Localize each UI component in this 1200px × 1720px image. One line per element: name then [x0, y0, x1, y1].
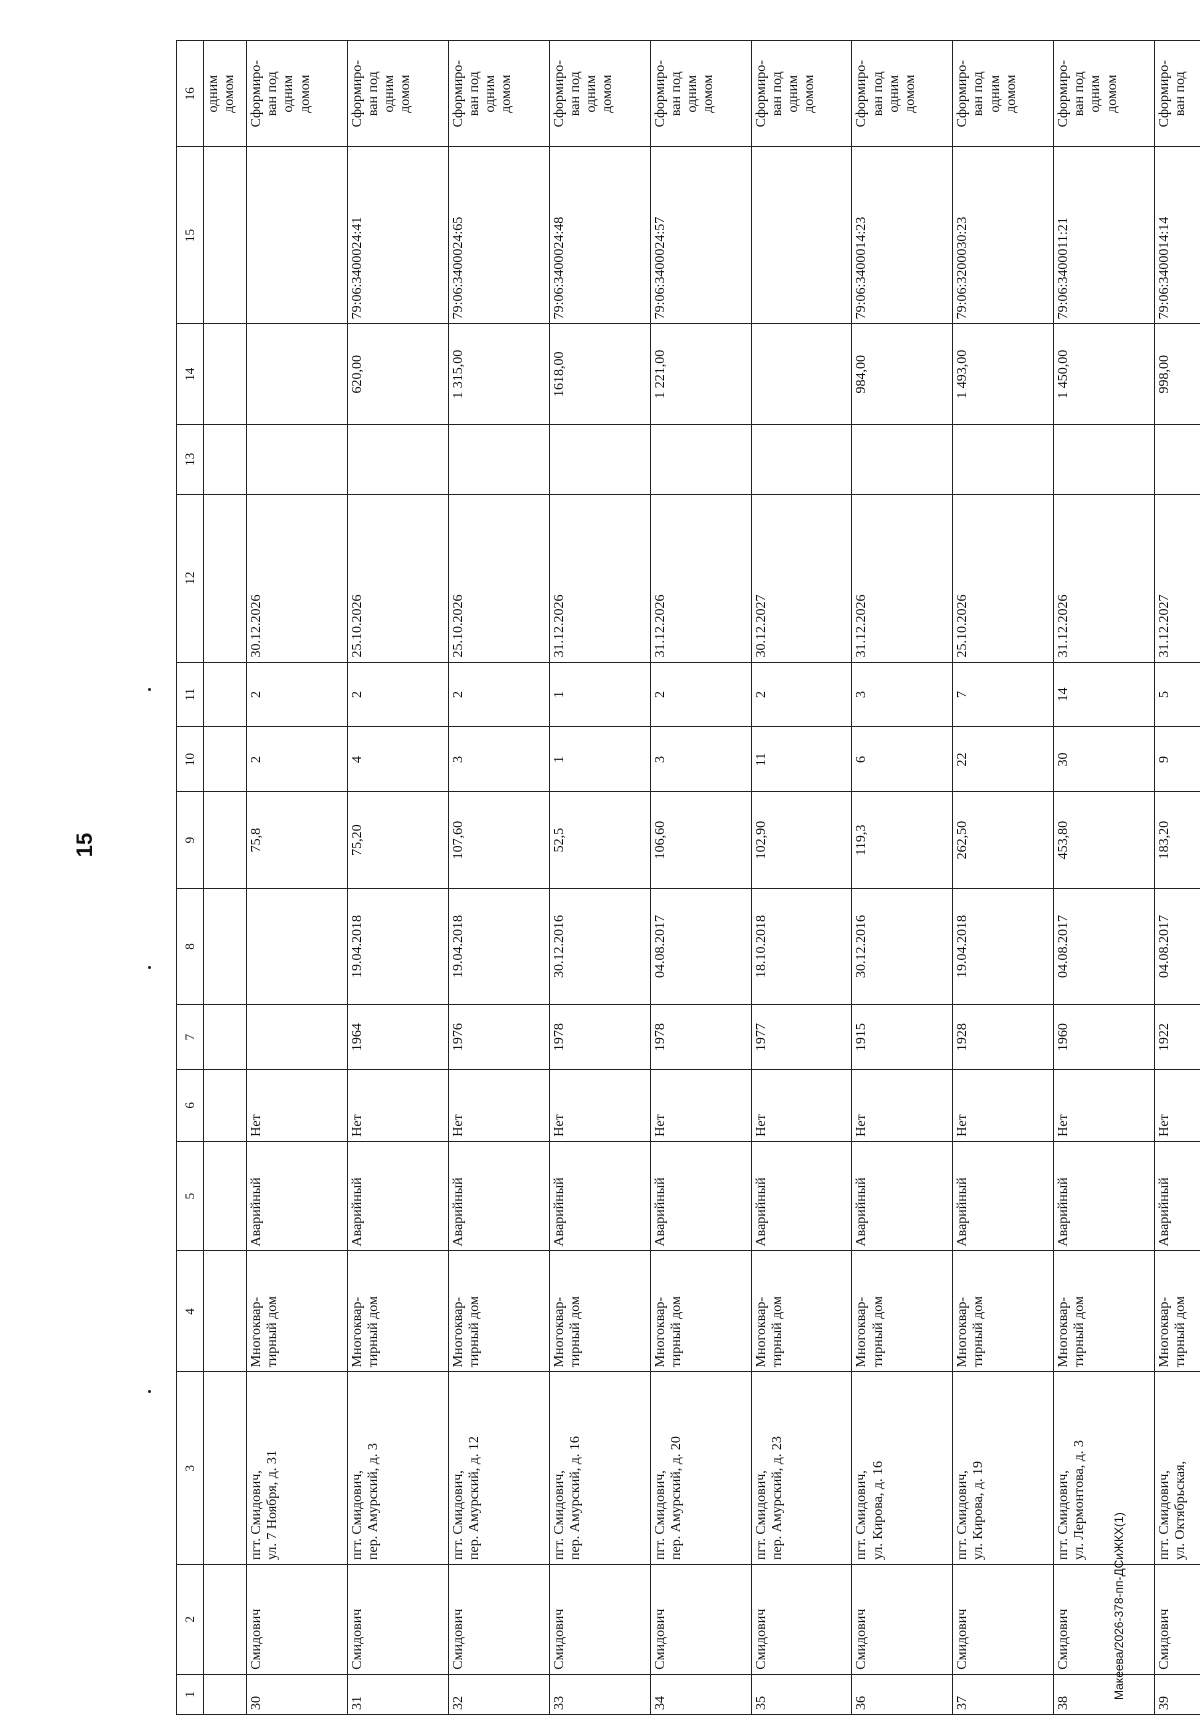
apartments-count-cell: 2 — [348, 662, 449, 727]
column-number-row — [177, 41, 204, 1715]
empty-cell — [1054, 425, 1155, 494]
row-number-cell: 35 — [751, 1674, 852, 1714]
resettlement-deadline-cell: 25.10.2026 — [953, 494, 1054, 662]
row-number-cell: 34 — [650, 1674, 751, 1714]
table-row — [852, 41, 953, 1715]
table-row — [650, 41, 751, 1715]
flag-cell: Нет — [247, 1070, 348, 1142]
settlement-cell: Смидович — [247, 1564, 348, 1674]
column-number-cell: 5 — [177, 1141, 204, 1251]
residents-count-cell: 9 — [1155, 727, 1200, 792]
address-cell: пгт. Смидович, пер. Амурский, д. 23 — [751, 1372, 852, 1565]
apartments-count-cell: 2 — [751, 662, 852, 727]
land-status-cell: Сформиро- ван под одним домом — [1054, 41, 1155, 148]
column-number-cell: 12 — [177, 494, 204, 662]
resettlement-deadline-cell: 31.12.2026 — [650, 494, 751, 662]
table-row — [247, 41, 348, 1715]
living-area-cell: 453,80 — [1054, 792, 1155, 888]
flag-cell: Нет — [1054, 1070, 1155, 1142]
cadastral-number-cell: 79:06:3400024:48 — [549, 147, 650, 324]
living-area-cell: 183,20 — [1155, 792, 1200, 888]
table-row — [448, 41, 549, 1715]
flag-cell: Нет — [549, 1070, 650, 1142]
year-built-cell: 1977 — [751, 1005, 852, 1070]
address-cell: пгт. Смидович, ул. Октябрьская, — [1155, 1372, 1200, 1565]
living-area-cell: 52,5 — [549, 792, 650, 888]
column-number-cell: 15 — [177, 147, 204, 324]
row-number-cell: 31 — [348, 1674, 449, 1714]
cadastral-number-cell — [247, 147, 348, 324]
condition-status-cell: Аварийный — [348, 1141, 449, 1251]
resettlement-deadline-cell: 25.10.2026 — [348, 494, 449, 662]
living-area-cell: 102,90 — [751, 792, 852, 888]
document-code: Макеева/2026-378-пп-ДСиЖКХ(1) — [1112, 1512, 1126, 1700]
land-area-cell: 998,00 — [1155, 324, 1200, 425]
apartments-count-cell: 3 — [852, 662, 953, 727]
condition-status-cell: Аварийный — [1155, 1141, 1200, 1251]
row-number-cell: 33 — [549, 1674, 650, 1714]
resettlement-deadline-cell: 31.12.2027 — [1155, 494, 1200, 662]
table-row — [1054, 41, 1155, 1715]
settlement-cell: Смидович — [448, 1564, 549, 1674]
living-area-cell: 106,60 — [650, 792, 751, 888]
settlement-cell: Смидович — [751, 1564, 852, 1674]
residents-count-cell: 22 — [953, 727, 1054, 792]
year-built-cell: 1922 — [1155, 1005, 1200, 1070]
cadastral-number-cell — [751, 147, 852, 324]
column-number-cell: 1 — [177, 1674, 204, 1714]
apartments-count-cell: 2 — [448, 662, 549, 727]
recognition-date-cell — [247, 888, 348, 1004]
row-number-cell: 36 — [852, 1674, 953, 1714]
column-number-cell: 8 — [177, 888, 204, 1004]
land-status-cell: Сформиро- ван под одним домом — [852, 41, 953, 148]
column-number-cell: 3 — [177, 1372, 204, 1565]
resettlement-deadline-cell: 30.12.2027 — [751, 494, 852, 662]
empty-cell — [650, 425, 751, 494]
residents-count-cell: 11 — [751, 727, 852, 792]
building-type-cell: Многоквар- тирный дом — [751, 1251, 852, 1372]
land-status-cell: Сформиро- ван под одним домом — [348, 41, 449, 148]
land-area-cell: 1 493,00 — [953, 324, 1054, 425]
column-number-cell: 2 — [177, 1564, 204, 1674]
empty-cell — [852, 425, 953, 494]
housing-registry-table — [176, 40, 1200, 1715]
recognition-date-cell: 30.12.2016 — [852, 888, 953, 1004]
continuation-row — [204, 41, 247, 1715]
residents-count-cell: 3 — [448, 727, 549, 792]
scan-speck — [148, 966, 151, 969]
apartments-count-cell: 7 — [953, 662, 1054, 727]
year-built-cell: 1976 — [448, 1005, 549, 1070]
land-area-cell: 1 221,00 — [650, 324, 751, 425]
recognition-date-cell: 19.04.2018 — [953, 888, 1054, 1004]
building-type-cell: Многоквар- тирный дом — [953, 1251, 1054, 1372]
living-area-cell: 262,50 — [953, 792, 1054, 888]
resettlement-deadline-cell: 25.10.2026 — [448, 494, 549, 662]
building-type-cell: Многоквар- тирный дом — [247, 1251, 348, 1372]
empty-cell — [348, 425, 449, 494]
flag-cell: Нет — [1155, 1070, 1200, 1142]
year-built-cell — [247, 1005, 348, 1070]
empty-cell — [751, 425, 852, 494]
year-built-cell: 1964 — [348, 1005, 449, 1070]
land-area-cell — [751, 324, 852, 425]
address-cell: пгт. Смидович, пер. Амурский, д. 20 — [650, 1372, 751, 1565]
cadastral-number-cell: 79:06:3400024:41 — [348, 147, 449, 324]
land-area-cell: 1618,00 — [549, 324, 650, 425]
land-area-cell: 1 450,00 — [1054, 324, 1155, 425]
empty-cell — [953, 425, 1054, 494]
residents-count-cell: 3 — [650, 727, 751, 792]
land-area-cell: 1 315,00 — [448, 324, 549, 425]
flag-cell: Нет — [650, 1070, 751, 1142]
building-type-cell: Многоквар- тирный дом — [852, 1251, 953, 1372]
living-area-cell: 75,8 — [247, 792, 348, 888]
living-area-cell: 107,60 — [448, 792, 549, 888]
column-number-cell: 4 — [177, 1251, 204, 1372]
condition-status-cell: Аварийный — [953, 1141, 1054, 1251]
building-type-cell: Многоквар- тирный дом — [650, 1251, 751, 1372]
land-status-cell: Сформиро- ван под одним домом — [953, 41, 1054, 148]
residents-count-cell: 30 — [1054, 727, 1155, 792]
resettlement-deadline-cell: 31.12.2026 — [1054, 494, 1155, 662]
empty-cell — [1155, 425, 1200, 494]
recognition-date-cell: 18.10.2018 — [751, 888, 852, 1004]
row-number-cell: 37 — [953, 1674, 1054, 1714]
land-area-cell: 984,00 — [852, 324, 953, 425]
address-cell: пгт. Смидович, пер. Амурский, д. 12 — [448, 1372, 549, 1565]
land-status-cell: Сформиро- ван под одним домом — [751, 41, 852, 148]
land-area-cell — [247, 324, 348, 425]
table-row — [953, 41, 1054, 1715]
settlement-cell: Смидович — [1155, 1564, 1200, 1674]
resettlement-deadline-cell: 31.12.2026 — [549, 494, 650, 662]
page-number: 15 — [72, 832, 98, 858]
resettlement-deadline-cell: 31.12.2026 — [852, 494, 953, 662]
column-number-cell: 7 — [177, 1005, 204, 1070]
apartments-count-cell: 14 — [1054, 662, 1155, 727]
building-type-cell: Многоквар- тирный дом — [1155, 1251, 1200, 1372]
recognition-date-cell: 30.12.2016 — [549, 888, 650, 1004]
column-number-cell: 10 — [177, 727, 204, 792]
living-area-cell: 75,20 — [348, 792, 449, 888]
address-cell: пгт. Смидович, ул. Лермонтова, д. 3 — [1054, 1372, 1155, 1565]
residents-count-cell: 2 — [247, 727, 348, 792]
settlement-cell: Смидович — [650, 1564, 751, 1674]
settlement-cell: Смидович — [549, 1564, 650, 1674]
table-row — [549, 41, 650, 1715]
land-status-cell: Сформиро- ван под — [1155, 41, 1200, 148]
resettlement-deadline-cell: 30.12.2026 — [247, 494, 348, 662]
recognition-date-cell: 19.04.2018 — [348, 888, 449, 1004]
year-built-cell: 1915 — [852, 1005, 953, 1070]
row-number-cell: 30 — [247, 1674, 348, 1714]
empty-cell — [549, 425, 650, 494]
column-number-cell: 6 — [177, 1070, 204, 1142]
condition-status-cell: Аварийный — [751, 1141, 852, 1251]
empty-cell — [448, 425, 549, 494]
apartments-count-cell: 2 — [650, 662, 751, 727]
address-cell: пгт. Смидович, ул. Кирова, д. 19 — [953, 1372, 1054, 1565]
address-cell: пгт. Смидович, пер. Амурский, д. 16 — [549, 1372, 650, 1565]
apartments-count-cell: 5 — [1155, 662, 1200, 727]
cadastral-number-cell: 79:06:3400014:23 — [852, 147, 953, 324]
cadastral-number-cell: 79:06:3400024:57 — [650, 147, 751, 324]
recognition-date-cell: 04.08.2017 — [1155, 888, 1200, 1004]
row-number-cell: 32 — [448, 1674, 549, 1714]
year-built-cell: 1960 — [1054, 1005, 1155, 1070]
row-number-cell: 39 — [1155, 1674, 1200, 1714]
condition-status-cell: Аварийный — [650, 1141, 751, 1251]
living-area-cell: 119,3 — [852, 792, 953, 888]
land-status-cell: Сформиро- ван под одним домом — [247, 41, 348, 148]
flag-cell: Нет — [751, 1070, 852, 1142]
condition-status-cell: Аварийный — [247, 1141, 348, 1251]
building-type-cell: Многоквар- тирный дом — [1054, 1251, 1155, 1372]
building-type-cell: Многоквар- тирный дом — [448, 1251, 549, 1372]
residents-count-cell: 1 — [549, 727, 650, 792]
column-number-cell: 9 — [177, 792, 204, 888]
flag-cell: Нет — [348, 1070, 449, 1142]
address-cell: пгт. Смидович, ул. Кирова, д. 16 — [852, 1372, 953, 1565]
building-type-cell: Многоквар- тирный дом — [549, 1251, 650, 1372]
condition-status-cell: Аварийный — [549, 1141, 650, 1251]
column-number-cell: 13 — [177, 425, 204, 494]
scan-speck — [148, 1390, 151, 1393]
settlement-cell: Смидович — [348, 1564, 449, 1674]
scan-speck — [148, 688, 151, 691]
land-status-cell: Сформиро- ван под одним домом — [650, 41, 751, 148]
column-number-cell: 16 — [177, 41, 204, 148]
settlement-cell: Смидович — [852, 1564, 953, 1674]
flag-cell: Нет — [953, 1070, 1054, 1142]
column-number-cell: 14 — [177, 324, 204, 425]
year-built-cell: 1978 — [549, 1005, 650, 1070]
residents-count-cell: 6 — [852, 727, 953, 792]
year-built-cell: 1928 — [953, 1005, 1054, 1070]
column-number-cell: 11 — [177, 662, 204, 727]
land-area-cell: 620,00 — [348, 324, 449, 425]
land-status-cell: Сформиро- ван под одним домом — [448, 41, 549, 148]
empty-cell — [247, 425, 348, 494]
land-status-cell: одним домом — [204, 41, 247, 148]
address-cell: пгт. Смидович, ул. 7 Ноября, д. 31 — [247, 1372, 348, 1565]
condition-status-cell: Аварийный — [1054, 1141, 1155, 1251]
residents-count-cell: 4 — [348, 727, 449, 792]
recognition-date-cell: 04.08.2017 — [1054, 888, 1155, 1004]
cadastral-number-cell: 79:06:3400024:65 — [448, 147, 549, 324]
address-cell: пгт. Смидович, пер. Амурский, д. 3 — [348, 1372, 449, 1565]
row-number-cell: 38 — [1054, 1674, 1155, 1714]
recognition-date-cell: 04.08.2017 — [650, 888, 751, 1004]
table-row — [751, 41, 852, 1715]
settlement-cell: Смидович — [953, 1564, 1054, 1674]
year-built-cell: 1978 — [650, 1005, 751, 1070]
cadastral-number-cell: 79:06:3200030:23 — [953, 147, 1054, 324]
registry-table-wrapper — [176, 40, 1200, 1715]
cadastral-number-cell: 79:06:3400014:14 — [1155, 147, 1200, 324]
table-row — [1155, 41, 1200, 1715]
condition-status-cell: Аварийный — [448, 1141, 549, 1251]
apartments-count-cell: 2 — [247, 662, 348, 727]
flag-cell: Нет — [448, 1070, 549, 1142]
apartments-count-cell: 1 — [549, 662, 650, 727]
building-type-cell: Многоквар- тирный дом — [348, 1251, 449, 1372]
table-row — [348, 41, 449, 1715]
settlement-cell: Смидович — [1054, 1564, 1155, 1674]
recognition-date-cell: 19.04.2018 — [448, 888, 549, 1004]
cadastral-number-cell: 79:06:3400011:21 — [1054, 147, 1155, 324]
flag-cell: Нет — [852, 1070, 953, 1142]
land-status-cell: Сформиро- ван под одним домом — [549, 41, 650, 148]
condition-status-cell: Аварийный — [852, 1141, 953, 1251]
